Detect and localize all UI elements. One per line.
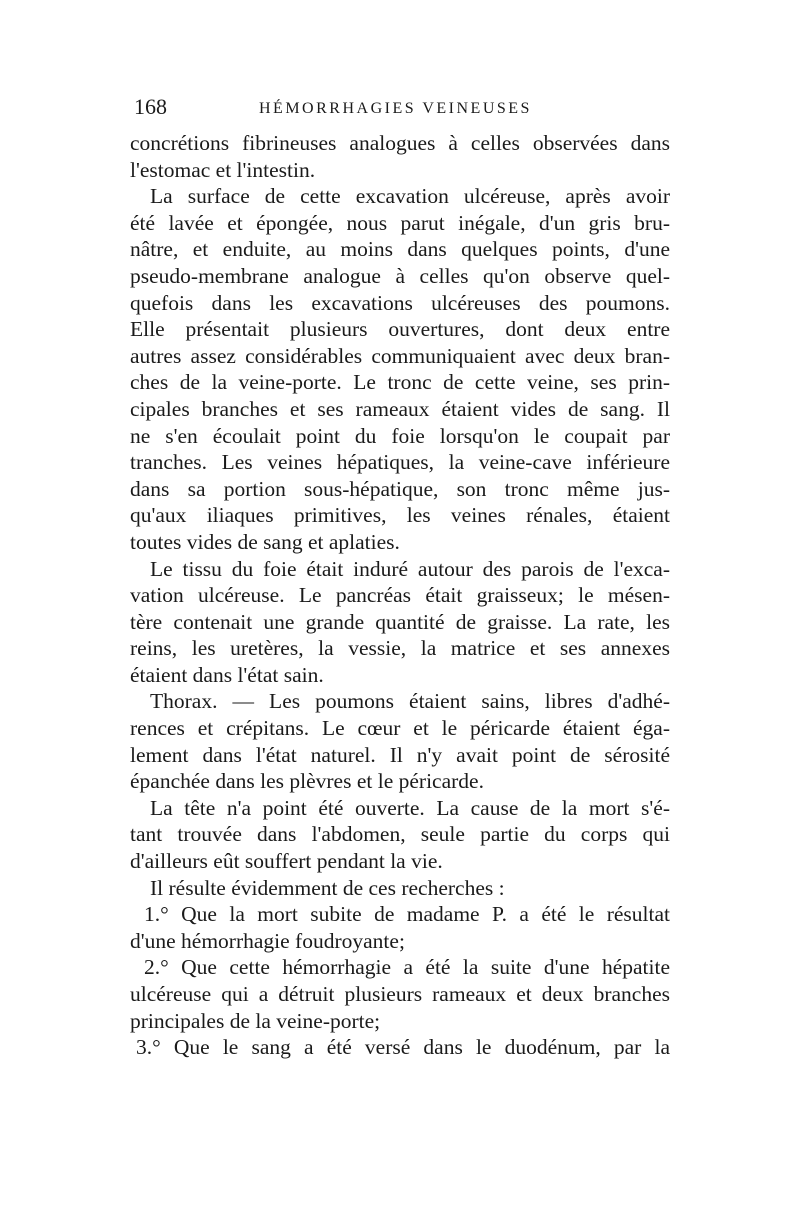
text-line: quefois dans les excavations ulcéreuses des poumons. — [130, 290, 670, 315]
text-line: vation ulcéreuse. Le pancréas était graisseux; le mésen- — [130, 583, 670, 608]
text-line: l'estomac et l'intestin. — [130, 157, 316, 182]
text-line: La surface de cette excavation ulcéreuse, après avoir — [150, 184, 670, 209]
text-line: d'ailleurs eût souffert pendant la vie. — [130, 849, 443, 874]
text-line: étaient dans l'état sain. — [130, 662, 324, 687]
text-line: Il résulte évidemment de ces recherches : — [150, 875, 505, 900]
text-line: ulcéreuse qui a détruit plusieurs rameaux et deux branches — [130, 982, 670, 1006]
text-line: toutes vides de sang et aplaties. — [130, 529, 400, 554]
text-line: ne s'en écoulait point du foie lorsqu'on le coupait par — [130, 423, 670, 448]
text-line: lement dans l'état naturel. Il n'y avait point de sérosité — [130, 742, 670, 767]
text-line: ches de la veine-porte. Le tronc de cette veine, ses prin- — [130, 370, 670, 395]
page-number: 168 — [134, 94, 167, 119]
text-line: Le tissu du foie était induré autour des parois de l'exca- — [150, 556, 670, 581]
text-line: qu'aux iliaques primitives, les veines rénales, étaient — [130, 503, 670, 528]
text-line: tant trouvée dans l'abdomen, seule partie du corps qui — [130, 822, 670, 847]
text-line: épanchée dans les plèvres et le péricarde. — [130, 769, 484, 794]
text-line: pseudo-membrane analogue à celles qu'on observe quel- — [130, 263, 670, 288]
text-line: principales de la veine-porte; — [130, 1008, 381, 1033]
text-line: d'une hémorrhagie foudroyante; — [130, 928, 405, 953]
running-head: HÉMORRHAGIES VEINEUSES — [259, 100, 532, 117]
text-line: La tête n'a point été ouverte. La cause de la mort s'é- — [150, 795, 670, 820]
text-line: tère contenait une grande quantité de graisse. La rate, les — [130, 609, 670, 634]
text-line: rences et crépitans. Le cœur et le péricarde étaient éga- — [130, 716, 670, 741]
text-line: Elle présentait plusieurs ouvertures, dont deux entre — [130, 317, 670, 342]
text-line: cipales branches et ses rameaux étaient vides de sang. Il — [130, 396, 670, 421]
text-line: 1.° Que la mort subite de madame P. a été le résultat — [144, 902, 670, 927]
page-header — [134, 94, 674, 122]
text-line: dans sa portion sous-hépatique, son tronc même jus- — [130, 476, 670, 501]
text-line: autres assez considérables communiquaient avec deux bran- — [130, 343, 670, 368]
text-line: nâtre, et enduite, au moins dans quelques points, d'une — [130, 237, 670, 262]
text-line: tranches. Les veines hépatiques, la veine-cave inférieure — [130, 450, 670, 475]
text-line: 2.° Que cette hémorrhagie a été la suite d'une hépatite — [144, 955, 670, 980]
body-text — [130, 130, 670, 1061]
text-line: 3.° Que le sang a été versé dans le duodénum, par la — [136, 1035, 670, 1060]
text-line: été lavée et épongée, nous parut inégale, d'un gris bru- — [130, 210, 670, 235]
text-line: reins, les uretères, la vessie, la matrice et ses annexes — [130, 636, 670, 661]
text-line: concrétions fibrineuses analogues à celles observées dans — [130, 131, 670, 155]
text-line: Thorax. — Les poumons étaient sains, libres d'adhé- — [150, 689, 670, 714]
